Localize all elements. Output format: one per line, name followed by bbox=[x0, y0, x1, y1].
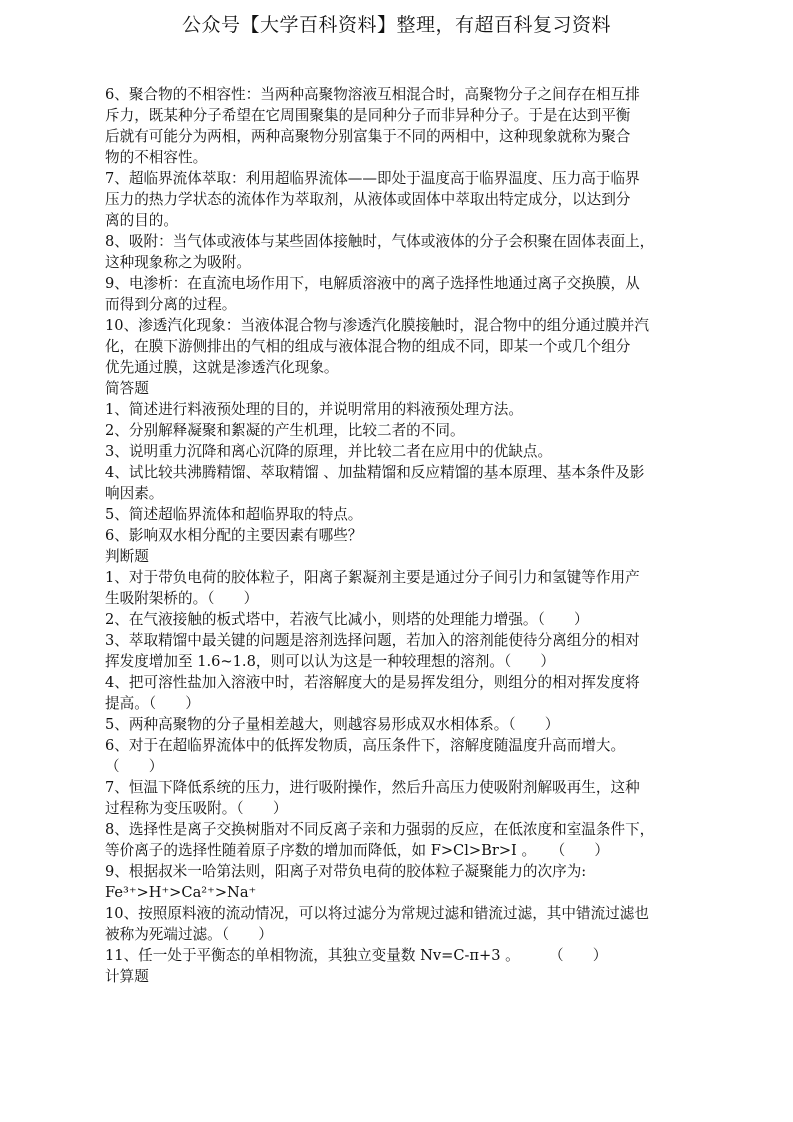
text-line: 物的不相容性。 bbox=[105, 149, 208, 166]
text-line: 9、根据叔米一哈第法则，阳离子对带负电荷的胶体粒子凝聚能力的次序为: bbox=[105, 863, 587, 880]
text-line: 2、分别解释凝聚和絮凝的产生机理，比较二者的不同。 bbox=[105, 422, 465, 439]
short-answer-item bbox=[105, 420, 703, 441]
text-line: 生吸附架桥的。（ ） bbox=[105, 590, 259, 607]
true-false-item bbox=[105, 903, 703, 945]
text-line: 3、萃取精馏中最关键的问题是溶剂选择问题，若加入的溶剂能使待分离组分的相对 bbox=[105, 632, 640, 649]
text-line: 3、说明重力沉降和离心沉降的原理，并比较二者在应用中的优缺点。 bbox=[105, 443, 553, 460]
text-line: 4、把可溶性盐加入溶液中时，若溶解度大的是易挥发组分，则组分的相对挥发度将 bbox=[105, 674, 640, 691]
text-line: 11、任一处于平衡态的单相物流，其独立变量数 Nv=C-π+3 。 （ ） bbox=[105, 947, 608, 964]
true-false-item bbox=[105, 819, 703, 861]
definition-item-9 bbox=[105, 273, 703, 315]
text-line: 5、简述超临界流体和超临界取的特点。 bbox=[105, 506, 363, 523]
true-false-item bbox=[105, 861, 703, 903]
section-title-short-answer: 简答题 bbox=[105, 380, 149, 397]
text-line: 2、在气液接触的板式塔中，若液气比减小，则塔的处理能力增强。（ ） bbox=[105, 611, 589, 628]
text-line: 6、对于在超临界流体中的低挥发物质，高压条件下，溶解度随温度升高而增大。 bbox=[105, 737, 626, 754]
text-line: 斥力，既某种分子希望在它周围聚集的是同种分子而非异种分子。于是在达到平衡 bbox=[105, 107, 631, 124]
short-answer-item bbox=[105, 462, 703, 504]
text-line: 提高。（ ） bbox=[105, 695, 200, 712]
text-line: 离的目的。 bbox=[105, 212, 178, 229]
definition-item-6 bbox=[105, 84, 703, 168]
text-line: 8、吸附：当气体或液体与某些固体接触时，气体或液体的分子会积聚在固体表面上， bbox=[105, 233, 655, 250]
true-false-item bbox=[105, 945, 703, 966]
text-line: 4、试比较共沸腾精馏、萃取精馏 、加盐精馏和反应精馏的基本原理、基本条件及影 bbox=[105, 464, 645, 481]
document-body bbox=[105, 84, 703, 987]
text-line: 等价离子的选择性随着原子序数的增加而降低，如 F>Cl>Br>I 。 （ ） bbox=[105, 842, 610, 859]
definition-item-7 bbox=[105, 168, 703, 231]
short-answer-item bbox=[105, 399, 703, 420]
true-false-item bbox=[105, 714, 703, 735]
true-false-item bbox=[105, 630, 703, 672]
true-false-item bbox=[105, 777, 703, 819]
text-line: 1、简述进行料液预处理的目的，并说明常用的料液预处理方法。 bbox=[105, 401, 523, 418]
text-line: 优先通过膜，这就是渗透汽化现象。 bbox=[105, 359, 339, 376]
text-line: 8、选择性是离子交换树脂对不同反离子亲和力强弱的反应，在低浓度和室温条件下， bbox=[105, 821, 655, 838]
short-answer-section bbox=[105, 378, 703, 546]
text-line: 6、影响双水相分配的主要因素有哪些？ bbox=[105, 527, 363, 544]
text-line: 6、聚合物的不相容性：当两种高聚物溶液互相混合时，高聚物分子之间存在相互排 bbox=[105, 86, 640, 103]
calculation-section bbox=[105, 966, 703, 987]
text-line: 10、按照原料液的流动情况，可以将过滤分为常规过滤和错流过滤，其中错流过滤也 bbox=[105, 905, 649, 922]
true-false-item bbox=[105, 609, 703, 630]
definition-item-10 bbox=[105, 315, 703, 378]
text-line: 过程称为变压吸附。（ ） bbox=[105, 800, 288, 817]
text-line: （ ） bbox=[105, 758, 164, 775]
true-false-item bbox=[105, 567, 703, 609]
section-title-calculation: 计算题 bbox=[105, 968, 149, 985]
text-line: 7、超临界流体萃取：利用超临界流体——即处于温度高于临界温度、压力高于临界 bbox=[105, 170, 640, 187]
text-line: 7、恒温下降低系统的压力，进行吸附操作，然后升高压力使吸附剂解吸再生，这种 bbox=[105, 779, 640, 796]
text-line: 5、两种高聚物的分子量相差越大，则越容易形成双水相体系。（ ） bbox=[105, 716, 560, 733]
text-line: 被称为死端过滤。（ ） bbox=[105, 926, 273, 943]
page-header: 公众号【大学百科资料】整理，有超百科复习资料 bbox=[181, 14, 611, 36]
text-line: 挥发度增加至 1.6~1.8，则可以认为这是一种较理想的溶剂。（ ） bbox=[105, 653, 556, 670]
short-answer-item bbox=[105, 441, 703, 462]
true-false-item bbox=[105, 735, 703, 777]
true-false-section bbox=[105, 546, 703, 966]
text-line: 压力的热力学状态的流体作为萃取剂，从液体或固体中萃取出特定成分，以达到分 bbox=[105, 191, 631, 208]
true-false-item bbox=[105, 672, 703, 714]
short-answer-item bbox=[105, 525, 703, 546]
text-line: 响因素。 bbox=[105, 485, 164, 502]
text-line: 9、电渗析：在直流电场作用下，电解质溶液中的离子选择性地通过离子交换膜，从 bbox=[105, 275, 640, 292]
text-line: 后就有可能分为两相，两种高聚物分别富集于不同的两相中，这种现象就称为聚合 bbox=[105, 128, 631, 145]
short-answer-item bbox=[105, 504, 703, 525]
definition-item-8 bbox=[105, 231, 703, 273]
definitions-section bbox=[105, 84, 703, 378]
text-line: 10、渗透汽化现象：当液体混合物与渗透汽化膜接触时，混合物中的组分通过膜并汽 bbox=[105, 317, 649, 334]
text-line: 而得到分离的过程。 bbox=[105, 296, 237, 313]
section-title-true-false: 判断题 bbox=[105, 548, 149, 565]
text-line: Fe³⁺>H⁺>Ca²⁺>Na⁺ bbox=[105, 884, 257, 901]
text-line: 1、对于带负电荷的胶体粒子，阳离子絮凝剂主要是通过分子间引力和氢键等作用产 bbox=[105, 569, 640, 586]
text-line: 化，在膜下游侧排出的气相的组成与液体混合物的组成不同，即某一个或几个组分 bbox=[105, 338, 631, 355]
text-line: 这种现象称之为吸附。 bbox=[105, 254, 251, 271]
